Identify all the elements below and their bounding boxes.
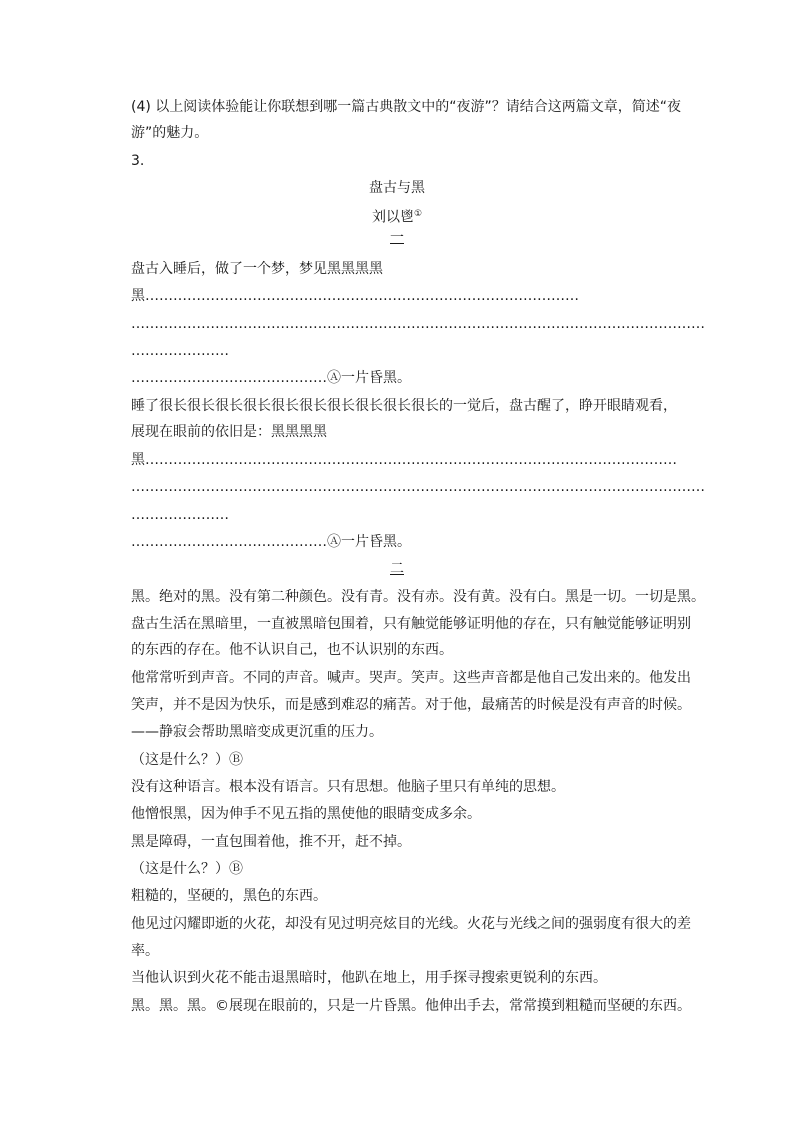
article-author bbox=[0, 204, 794, 228]
section2-line: 他憎恨黑，因为伸手不见五指的黑使他的眼睛变成多余。 bbox=[131, 806, 481, 822]
section1-paragraph-1-end: ……………………………………Ⓐ一片昏黑。 bbox=[131, 370, 411, 386]
article-title: 盘古与黑 bbox=[369, 180, 425, 196]
section2-line: 黑。绝对的黑。没有第二种颜色。没有青。没有赤。没有黄。没有白。黑是一切。一切是黑。 bbox=[131, 589, 705, 605]
section1-paragraph-2-end: ……………………………………Ⓐ一片昏黑。 bbox=[131, 534, 411, 550]
section2-line: （这是什么？）Ⓑ bbox=[131, 752, 243, 768]
section2-line: 黑。黑。黑。©展现在眼前的，只是一片昏黑。他伸出手去，常常摸到粗糙而坚硬的东西。 bbox=[131, 998, 691, 1014]
question-number-3: 3. bbox=[131, 153, 145, 169]
section1-ellipsis-line-3: …………………………………………………………………………………………………………… bbox=[131, 479, 705, 495]
section2-line: 笑声，并不是因为快乐，而是感到难忍的痛苦。对于他，最痛苦的时候是没有声音的时候。 bbox=[131, 697, 691, 713]
section1-ellipsis-line-4: ………………… bbox=[131, 507, 229, 523]
section2-line: 盘古生活在黑暗里，一直被黑暗包围着，只有触觉能够证明他的存在，只有触觉能够证明别 bbox=[131, 616, 691, 632]
section1-ellipsis-line-1: …………………………………………………………………………………………………………… bbox=[131, 316, 705, 332]
section2-line: （这是什么？）Ⓑ bbox=[131, 861, 243, 877]
section2-line: 粗糙的，坚硬的，黑色的东西。 bbox=[131, 888, 327, 904]
author-name: 刘以鬯 bbox=[371, 209, 414, 226]
question-4-line-1: (4) 以上阅读体验能让你联想到哪一篇古典散文中的“夜游”？请结合这两篇文章，简述“夜 bbox=[131, 99, 682, 115]
section1-paragraph-1: 盘古入睡后，做了一个梦，梦见黑黑黑黑 bbox=[131, 261, 383, 277]
section1-paragraph-2-continued: 黑…………………………………………………………………………………………………… bbox=[131, 452, 677, 468]
section2-line: 他见过闪耀即逝的火花，却没有见过明亮炫目的光线。火花与光线之间的强弱度有很大的差 bbox=[131, 916, 691, 932]
section2-line: 的东西的存在。他不认识自己，也不认识别的东西。 bbox=[131, 642, 453, 658]
section1-ellipsis-line-2: ………………… bbox=[131, 343, 229, 359]
section1-paragraph-2-line-1: 睡了很长很长很长很长很长很长很长很长很长很长的一觉后，盘古醒了，睁开眼睛观看， bbox=[131, 398, 677, 414]
section2-line: ——静寂会帮助黑暗变成更沉重的压力。 bbox=[131, 724, 383, 740]
question-4-line-2: 游”的魅力。 bbox=[131, 125, 209, 141]
author-footnote-marker: ① bbox=[413, 209, 423, 219]
section2-line: 他常常听到声音。不同的声音。喊声。哭声。笑声。这些声音都是他自己发出来的。他发出 bbox=[131, 670, 691, 686]
section2-line: 率。 bbox=[131, 943, 159, 959]
section-marker-2: 二 bbox=[390, 561, 404, 577]
section1-paragraph-1-continued: 黑………………………………………………………………………………… bbox=[131, 288, 579, 304]
section-marker-1: 一 bbox=[390, 230, 404, 246]
section2-line: 黑是障碍，一直包围着他，推不开，赶不掉。 bbox=[131, 834, 411, 850]
section1-paragraph-2-line-2: 展现在眼前的依旧是：黑黑黑黑 bbox=[131, 424, 327, 440]
section2-line: 当他认识到火花不能击退黑暗时，他趴在地上，用手探寻搜索更锐利的东西。 bbox=[131, 970, 607, 986]
section2-line: 没有这种语言。根本没有语言。只有思想。他脑子里只有单纯的思想。 bbox=[131, 779, 565, 795]
